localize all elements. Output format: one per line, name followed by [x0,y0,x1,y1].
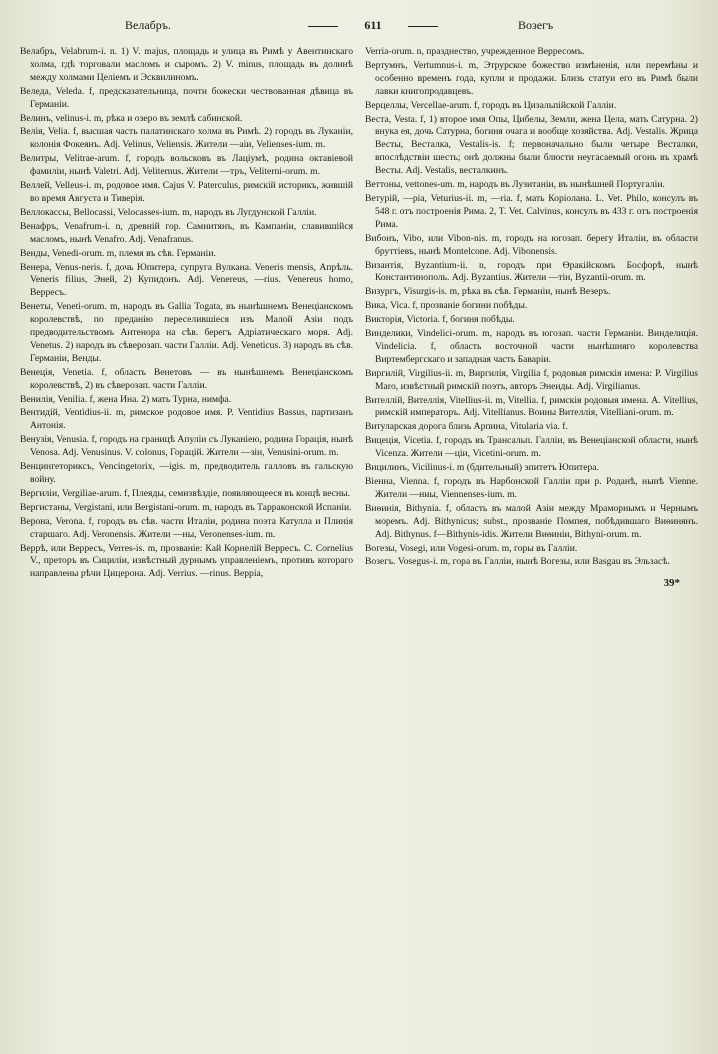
dictionary-entry: Вибонъ, Vibo, или Vibon-nis. m, городъ на югозап. берегу Италіи, въ области бруттіевъ, нынѣ Montelcone. Adj. Vibonensis. [365,232,698,257]
dictionary-entry: Виѳинія, Bithynia. f, область въ малой Азіи между Мраморнымъ и Чернымъ моремъ. Adj. Bithynicus; subst., прозваніе Помпея, побѣдившаго Виѳинянъ. Adj. Bithynus. f—Bithynis-idis. Жители Виѳиніи, Bithyni-orum. m. [365,502,698,540]
dictionary-entry: Веледа, Veleda. f, предсказательница, почти божески чествованная дѣвица въ Германіи. [20,85,353,110]
dictionary-entry: Веррѣ, или Верресъ, Verres-is. m, прозваніе: Кай Корнелій Верресъ. C. Cornelius V., преторъ въ Сициліи, извѣстный дурнымъ управленіемъ, противъ котораго направлены рѣчи Цицерона. Adj. Verrius. —rinus. Верріа, [20,542,353,580]
dictionary-entry: Верона, Verona. f, городъ въ сѣв. части Италіи, родина поэта Катулла и Плинія старшаго. Adj. Veronensis. Жители —ны, Veronenses-ium. m. [20,515,353,540]
dictionary-entry: Верцеллы, Vercellae-arum. f, городъ въ Цизальпійской Галліи. [365,99,617,111]
dictionary-entry: Веттоны, vettones-um. m, народъ въ Лузитаніи, въ нынѣшней Португаліи. [365,179,665,191]
dictionary-entry: Визургъ, Visurgis-is. m, рѣка въ сѣв. Германіи, нынѣ Везеръ. [365,286,611,298]
dictionary-entry: Венеты, Veneti-orum. m, народъ въ Gallia Togata, въ нынѣшнемъ Венеціанскомъ королевствѣ, по преданію переселившіеся изъ Малой Азіи подъ предводительствомъ Антенора на сѣв. берегъ Адріатическаго моря. Adj. Venetus. 2) народъ въ сѣверозап. части Галліи. Adj. Veneticus. 3) народъ въ сѣв. Германіи, Венды. [20,301,353,364]
dictionary-entry: Виргилій, Virgilius-ii. m, Виргилія, Virgilia f, родовыя римскія имена: P. Virgilius Maro, извѣстный римскій поэтъ, авторъ Энеиды. Adj. Virgilianus. [365,367,698,392]
dictionary-entry: Венеція, Venetia. f, область Венетовъ — въ нынѣшнемъ Венеціанскомъ королевствѣ, 2) въ сѣверозап. части Галліи. [20,366,353,391]
dictionary-entry: Венды, Venedi-orum. m, племя въ сѣв. Германіи. [20,247,216,259]
dictionary-entry: Ветурій, —ріа, Veturius-ii. m, —ria. f, мать Коріолана. L. Vet. Philo, консулъ въ 548 г. отъ построенія Рима. 2, T. Vet. Calvinus, консулъ въ 433 г. отъ построенія Рима. [365,192,698,230]
dictionary-entry: Велинъ, velinus-i. m, рѣка и озеро въ землѣ сабинской. [20,112,243,124]
dictionary-entry: Венера, Venus-neris. f, дочь Юпитера, супруга Вулкана. Veneris mensis, Апрѣль. Veneris filius, Эней, 2) Купидонъ. Adj. Venereus, —rius. Venereus homo, Верресъ. [20,261,353,299]
dictionary-entry: Викторія, Victoria. f, богиня побѣды. [365,314,515,326]
dictionary-entry: Византія, Byzantium-ii. n, городъ при Өракійскомъ Босфорѣ, нынѣ Константинополь. Adj. Byzantius. Жители —тін, Byzantii-orum. m. [365,259,698,284]
page-number: 611 [308,18,438,33]
dictionary-entry: Вергиліи, Vergiliae-arum. f, Плеяды, семизвѣздіе, появляющееся въ концѣ весны. [20,487,350,499]
dictionary-entry: Венузія, Venusia. f, городъ на границѣ Апуліи съ Луканіею, родина Горація, нынѣ Venosa. Adj. Venusinus. V. colonus, Горацій. Жители —зін, Venusini-orum. m. [20,434,353,459]
dictionary-entry: Вергистаны, Vergistani, или Bergistani-orum. m, народъ въ Тарраконской Испаніи. [20,501,352,513]
dictionary-entry: Віенна, Vienna. f, городъ въ Нарбонской Галліи при р. Роданѣ, нынѣ Vienne. Жители —ниы, Viennenses-ium. m. [365,476,698,500]
dictionary-entry: Венафръ, Venafrum-i. n, древній гор. Самнитянъ, въ Кампаніи, славившійся масломъ, нынѣ Venafro. Adj. Venafranus. [20,220,353,245]
dictionary-entry: Велія, Velia. f, высшая часть палатинскаго холма въ Римѣ. 2) городъ въ Луканіи, колонія Фокеянъ. Adj. Velinus, Veliensis. Жители —аіи, Velienses-ium. m. [20,126,353,151]
dictionary-entry: Вогезы, Vosegi, или Vogesi-orum. m, горы въ Галліи. [365,542,578,554]
dictionary-entry: Вицилинъ, Vicilinus-i. m (бдительный) эпитетъ Юпитера. [365,462,599,474]
signature-mark: 39* [663,577,680,590]
dictionary-entry: Вертумнъ, Vertumnus-i. m, Этрурское божество измѣненія, или перемѣны и особенно временъ года, купли и продажи. Близь статуи его въ Римѣ были лавки книгопродавцевъ. [365,59,698,97]
dictionary-entry: Велабръ, Velabrum-i. n. 1) V. majus, площадь и улица въ Римѣ у Авентинскаго холма, гдѣ торговали масломъ и сыромъ. 2) V. minus, площадь въ долинѣ между холмами Целіемъ и Эсквилиномъ. [20,46,353,83]
header-left-word: Велабръ. [125,18,171,32]
left-column [20,46,353,590]
dictionary-entry: Витуларская дорога близь Арпина, Vitularia via. f. [365,421,568,433]
header-right-word: Возегъ [518,18,554,32]
dictionary-entry: Веллей, Velleus-i. m, родовое имя. Cajus V. Paterculus, римскій историкъ, жившій во время Августа и Тиверія. [20,180,353,204]
dictionary-entry: Вика, Vica. f, прозваніе богини побѣды. [365,300,528,312]
dictionary-entry: Вентидій, Ventidius-ii. m, римское родовое имя. P. Ventidius Bassus, партизанъ Антонія. [20,407,353,432]
dictionary-entry: Веллокассы, Bellocassi, Velocasses-ium. m, народъ въ Лугдунской Галліи. [20,206,317,218]
dictionary-entry: Венцингеториксъ, Vencingetorix, —igis. m, предводитель галловъ въ гальскую войну. [20,461,353,485]
dictionary-entry: Вителлій, Вителлія, Vitellius-ii. m, Vitellia. f, римскія родовыя имена. A. Vitellius, римскій императоръ. Adj. Vitellianus. Воины Вителлія, Vitelliani-orum. m. [365,394,698,419]
dictionary-entry: Вицеція, Vicetia. f, городъ въ Трансальп. Галліи, въ Венеціанской области, нынѣ Vicenza. Жители —ціи, Vicetini-orum. m. [365,435,698,460]
dictionary-entry: Возегъ. Vosegus-i. m, гора въ Галліи, нынѣ Вогезы, или Basgau въ Эльзасѣ. [365,556,670,568]
dictionary-entry: Венилія, Venilia. f, жена Ина. 2) мать Турна, нимфа. [20,393,231,405]
dictionary-entry: Велитры, Velitrae-arum. f, городъ вольсковъ въ Лаціумѣ, родина октавіевой фамиліи, нынѣ Valetri. Adj. Veliternus. Жители —тръ, Veliterni-orum. m. [20,153,353,178]
dictionary-entry: Verria-orum. n, празднество, учрежденное Верресомъ. [365,46,585,57]
dictionary-entry: Веста, Vesta. f, 1) второе имя Опы, Цибелы, Земли, жена Цела, мать Сатурна. 2) внука ея, дочь Сатурна, богиня очага и вообще хозяйства. Adj. Vestalis. Жрица Весты, Весталка, Vestalis-is. f; первоначально были четыре Весталки, впослѣдствіи шесть; онѣ должны были блюсти неугасаемый огонь въ храмѣ Весты. Adj. Vestalis, весталкинъ. [365,113,698,177]
text-columns [20,46,698,590]
dictionary-entry: Винделики, Vindelici-orum. m, народъ въ югозап. части Германіи. Винделиція. Vindelicia. f, область восточной части нынѣшняго королевства Виртембергскаго и западная часть Баваріи. [365,328,698,365]
right-column [365,46,698,590]
page-header [20,18,698,40]
